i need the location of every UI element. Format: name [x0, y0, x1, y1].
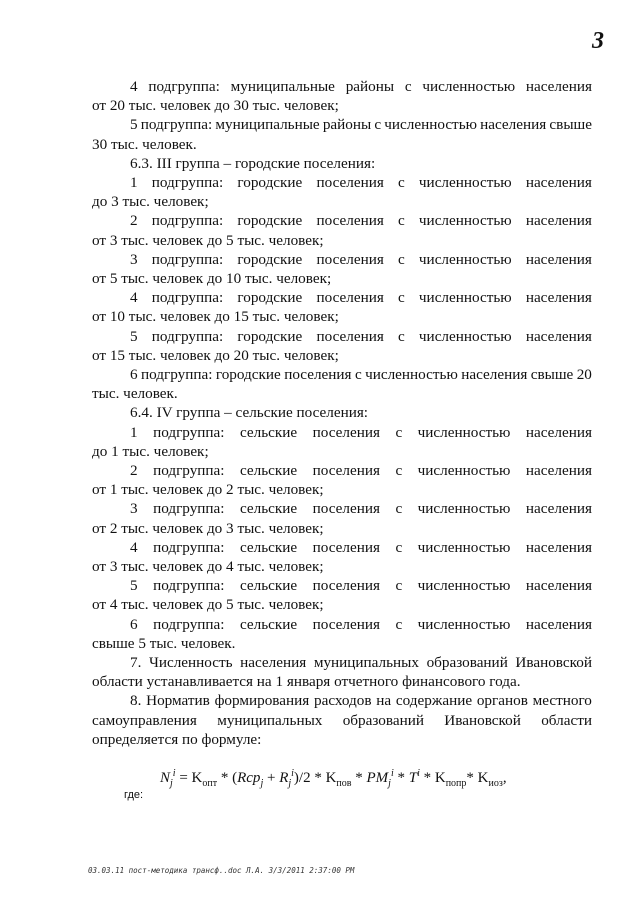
text-line: 6 подгруппа: сельские поселения с численностью населения: [130, 616, 592, 633]
text-line: 4 подгруппа: сельские поселения с численностью населения: [130, 539, 592, 556]
text-line: определяется по формуле:: [92, 731, 262, 748]
text-line: 1 подгруппа: городские поселения с численностью населения: [130, 174, 592, 191]
text-line: от 3 тыс. человек до 4 тыс. человек;: [92, 558, 324, 575]
text-line: свыше 5 тыс. человек.: [92, 635, 236, 652]
text-line: от 20 тыс. человек до 30 тыс. человек;: [92, 97, 339, 114]
formula: $N_j^i = K_{опт} * (Rcp_j + R_j^i)/2 * K_{пов} * PM_j^i * T^i * K_{попр}*$ $K_{иоз}$,: [160, 768, 507, 789]
text-line: 2 подгруппа: городские поселения с численностью населения: [130, 212, 592, 229]
text-line: 5 подгруппа: муниципальные районы с численностью населения свыше: [130, 116, 592, 133]
document-footer: 03.03.11 пост-методика трансф..doc Л.А. 3/3/2011 2:37:00 PM: [88, 866, 355, 875]
text-line: самоуправления муниципальных образований Ивановской области: [92, 712, 592, 729]
text-line: 30 тыс. человек.: [92, 136, 197, 153]
text-line: 8. Норматив формирования расходов на содержание органов местного: [130, 692, 592, 709]
text-line: 3 подгруппа: сельские поселения с численностью населения: [130, 500, 592, 517]
text-line: до 3 тыс. человек;: [92, 193, 209, 210]
text-line: от 3 тыс. человек до 5 тыс. человек;: [92, 232, 324, 249]
text-line: от 10 тыс. человек до 15 тыс. человек;: [92, 308, 339, 325]
text-line: 6.3. III группа – городские поселения:: [130, 155, 376, 172]
text-line: от 5 тыс. человек до 10 тыс. человек;: [92, 270, 332, 287]
text-line: 7. Численность населения муниципальных образований Ивановской: [130, 654, 592, 671]
text-line: 6.4. IV группа – сельские поселения:: [130, 404, 369, 421]
text-line: 3 подгруппа: городские поселения с численностью населения: [130, 251, 592, 268]
where-label: где:: [124, 789, 144, 801]
text-line: от 15 тыс. человек до 20 тыс. человек;: [92, 347, 339, 364]
text-line: 4 подгруппа: муниципальные районы с численностью населения: [130, 78, 592, 95]
text-line: 1 подгруппа: сельские поселения с численностью населения: [130, 424, 592, 441]
text-line: 5 подгруппа: городские поселения с численностью населения: [130, 328, 592, 345]
text-line: от 1 тыс. человек до 2 тыс. человек;: [92, 481, 324, 498]
text-line: до 1 тыс. человек;: [92, 443, 209, 460]
text-line: от 2 тыс. человек до 3 тыс. человек;: [92, 520, 324, 537]
text-line: тыс. человек.: [92, 385, 178, 402]
text-line: 6 подгруппа: городские поселения с численностью населения свыше 20: [130, 366, 592, 383]
page-number: 3: [592, 28, 604, 54]
text-line: 5 подгруппа: сельские поселения с численностью населения: [130, 577, 592, 594]
text-line: 2 подгруппа: сельские поселения с численностью населения: [130, 462, 592, 479]
text-line: от 4 тыс. человек до 5 тыс. человек;: [92, 596, 324, 613]
text-line: 4 подгруппа: городские поселения с численностью населения: [130, 289, 592, 306]
text-line: области устанавливается на 1 января отчетного финансового года.: [92, 673, 521, 690]
